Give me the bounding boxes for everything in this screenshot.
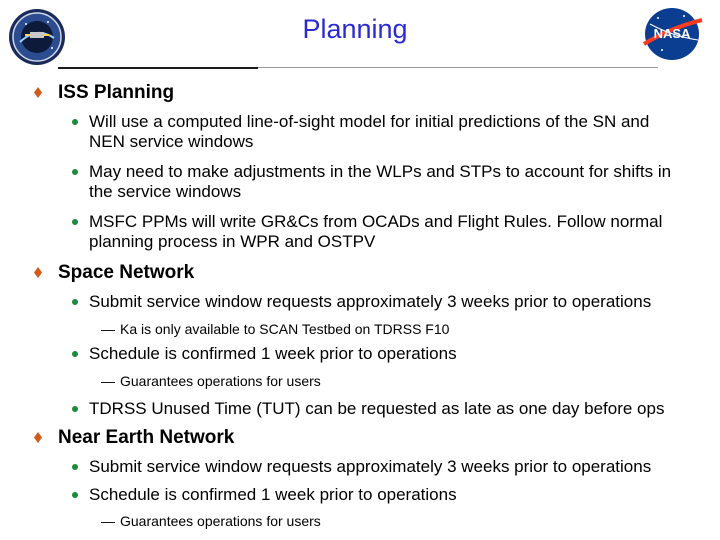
- dot-bullet-icon: [72, 119, 78, 125]
- nasa-logo-text: NASA: [653, 26, 691, 41]
- sub-bullet-item: — Guarantees operations for users: [101, 373, 321, 389]
- section-heading-near-earth-network: Near Earth Network: [58, 427, 234, 449]
- dot-bullet-icon: [72, 169, 78, 175]
- bullet-item: Submit service window requests approximately 3 weeks prior to operations: [89, 457, 651, 477]
- dot-bullet-icon: [72, 219, 78, 225]
- sub-bullet-item: — Ka is only available to SCAN Testbed on TDRSS F10: [101, 321, 450, 337]
- dash-bullet-icon: —: [101, 513, 115, 529]
- bullet-item: TDRSS Unused Time (TUT) can be requested as late as one day before ops: [89, 399, 664, 419]
- bullet-item: May need to make adjustments in the WLPs and STPs to account for shifts in the service windows: [89, 162, 671, 202]
- dash-bullet-icon: —: [101, 373, 115, 389]
- dot-bullet-icon: [72, 299, 78, 305]
- diamond-bullet-icon: [34, 267, 42, 278]
- dot-bullet-icon: [72, 492, 78, 498]
- section-heading-space-network: Space Network: [58, 262, 194, 284]
- page-title: Planning: [302, 14, 408, 44]
- dot-bullet-icon: [72, 351, 78, 357]
- bullet-item: Submit service window requests approximately 3 weeks prior to operations: [89, 292, 651, 312]
- nasa-logo-icon: [640, 6, 704, 62]
- bullet-item: Will use a computed line-of-sight model for initial predictions of the SN and NEN service windows: [89, 112, 649, 152]
- dot-bullet-icon: [72, 406, 78, 412]
- diamond-bullet-icon: [34, 432, 42, 443]
- bullet-item: MSFC PPMs will write GR&Cs from OCADs and Flight Rules. Follow normal planning process in WPR and OSTPV: [89, 212, 662, 252]
- dot-bullet-icon: [72, 464, 78, 470]
- bullet-item: Schedule is confirmed 1 week prior to operations: [89, 485, 457, 505]
- section-heading-iss-planning: ISS Planning: [58, 82, 174, 104]
- bullet-item: Schedule is confirmed 1 week prior to operations: [89, 344, 457, 364]
- title-rule: [58, 67, 258, 69]
- dash-bullet-icon: —: [101, 321, 115, 337]
- diamond-bullet-icon: [34, 87, 42, 98]
- title-rule-thin: [258, 67, 658, 68]
- sub-bullet-item: — Guarantees operations for users: [101, 513, 321, 529]
